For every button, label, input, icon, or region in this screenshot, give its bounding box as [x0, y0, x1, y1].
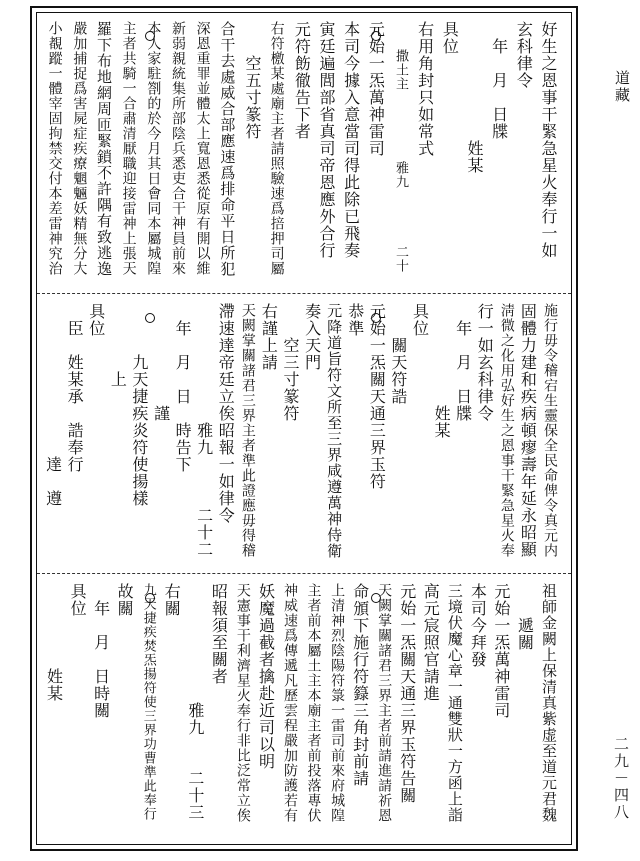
circle-marker-icon — [145, 313, 155, 323]
text-column: 恭準 — [345, 303, 365, 337]
text-column: 姓某 — [465, 21, 484, 174]
text-column: 上 — [108, 303, 128, 388]
text-column: 天闕掌關諸君三界主者準此證應毋得稽 — [239, 303, 256, 558]
text-column: 行一如玄科律令 — [475, 303, 495, 422]
text-panel — [37, 295, 571, 573]
text-column: 具位 — [410, 303, 430, 337]
circle-marker-icon — [145, 593, 155, 603]
text-column: 主者共騎一合肅清厭職迎接雷神上張天 — [120, 21, 137, 276]
text-column: 元始一炁萬神雷司 — [366, 21, 386, 157]
text-column: 遞關 — [515, 583, 535, 651]
text-column: 具位 — [86, 303, 106, 337]
text-column: 元始一炁關天通三界玉符告關 — [397, 583, 417, 804]
text-column: 雅九 二十三 — [185, 583, 205, 821]
text-column: 右符檄某處廟主者請照驗速爲掊押司屬 — [268, 21, 285, 276]
text-panel — [37, 575, 571, 844]
panel-divider — [37, 573, 571, 574]
text-column: 具位 — [68, 583, 88, 617]
text-column: 淸微之化用弘好生之恩事干緊急星火奉 — [498, 303, 515, 558]
text-column: 年 月 日 時告下 — [173, 303, 193, 473]
text-column: 右用角封只如常式 — [415, 21, 435, 157]
text-column: 關天符誥 — [388, 303, 408, 405]
text-column: 滯速達帝廷立俟昭報一如律令 — [216, 303, 236, 524]
text-column: 祖師金闕上保清真紫虚至道元君魏 — [540, 583, 558, 823]
text-column: 小覩蹤一體宰固拘禁交付本差雷神究治 — [46, 21, 63, 276]
text-column: 年 月 日牒 — [453, 303, 473, 422]
text-column: 元始一炁關天通三界玉符 — [367, 303, 387, 490]
circle-marker-icon — [371, 313, 381, 323]
text-column: 本人家駐劄的於今月其日會同本屬城隍 — [145, 21, 162, 276]
text-panel — [37, 13, 571, 293]
text-column: 雅九 二十二 — [194, 303, 214, 558]
text-column: 深恩重罪並體太上寬恩悉從原有開以維 — [194, 21, 211, 276]
text-column: 好生之恩事干緊急星火奉行一如 — [539, 21, 558, 259]
text-column: 達 遵 — [43, 303, 63, 507]
text-column: 奏入天門 — [302, 303, 322, 371]
text-column: 施行毋令稽宕生靈保全民命俾令真元内 — [541, 303, 558, 558]
text-column: 元降道旨符文所至三界咸遵萬神侍衛 — [325, 303, 344, 559]
text-column: 命頒下施行符籙三角封前請 — [350, 583, 370, 787]
text-column: 姓某 — [432, 303, 452, 439]
text-column: 本司今據入意當司得此除已飛奏 — [341, 21, 361, 259]
panel-divider — [37, 293, 571, 294]
text-column: 神威速爲傳遞凡歷雲程嚴加防護若有 — [282, 583, 298, 823]
text-column: 臣 姓某承 誥奉行 — [65, 303, 85, 473]
text-column: 本司今拜發 — [468, 583, 488, 668]
circle-marker-icon — [371, 593, 381, 603]
text-column: 上清神烈陰陽符箓一雷司前來府城隍 — [329, 583, 346, 823]
text-column: 昭報須至關者 — [209, 583, 229, 685]
text-column: 空五寸篆符 — [243, 21, 262, 140]
circle-marker-icon — [145, 31, 155, 41]
text-column: 嚴加捕捉爲害屍症疾療魍魎妖精無分大 — [71, 21, 88, 276]
text-column: 妖魔過截者擒赴近司以明 — [256, 583, 276, 770]
text-column: 固體力建和疾病頓瘳壽年延永昭顯 — [518, 303, 538, 558]
text-column: 九天捷疾焚炁揚符使三界功曹準此奉行 — [140, 583, 156, 821]
text-column: 合干去處威合部應速爲排命平日所犯 — [218, 21, 237, 277]
text-column: 羅下布地網周匝緊鎖不許隅有致逃逸 — [95, 21, 113, 277]
circle-marker-icon — [371, 31, 381, 41]
page-inner-border — [36, 12, 572, 845]
text-column: 寅廷遍閭部省真司帝恩應外合行 — [317, 21, 336, 259]
text-column: 天闕掌關諸君三界主者前請進請祈恩 — [376, 583, 393, 823]
margin-page-number: 二九－四八 — [612, 736, 630, 821]
text-column: 主者前本屬土主本廟主者前投落專伏 — [305, 583, 322, 823]
text-column: 具位 — [440, 21, 460, 55]
text-column: 年 月 日牒 — [489, 21, 509, 140]
margin-title: 道藏 — [613, 70, 631, 104]
text-column: 年 月 日時關 — [91, 583, 111, 719]
page-frame — [30, 6, 578, 851]
text-column: 高元宸照官請進 — [421, 583, 441, 702]
text-column: 撒土主 雅九 二十 — [393, 21, 408, 273]
text-column: 玄科律令 — [514, 21, 534, 89]
text-column: 九天捷疾炎符使揚樣 — [129, 303, 149, 507]
text-column: 三境伏魔心章一通雙狀一方函上詣 — [445, 583, 464, 823]
text-column: 謹 — [151, 303, 171, 422]
text-column: 天憲事干利濟星火奉行非比泛常立俟 — [234, 583, 251, 823]
text-column: 元符飭徹告下者 — [292, 21, 312, 140]
text-column: 新弱親統集所部陰兵悉吏合干神員前來 — [170, 21, 186, 276]
text-column: 右關 — [162, 583, 182, 617]
text-column: 元始一炁萬神雷司 — [491, 583, 511, 719]
text-column: 姓某 — [44, 583, 64, 702]
text-column: 空三寸篆符 — [280, 303, 300, 422]
text-column: 右謹上請 — [259, 303, 279, 371]
text-column: 故關 — [115, 583, 135, 617]
